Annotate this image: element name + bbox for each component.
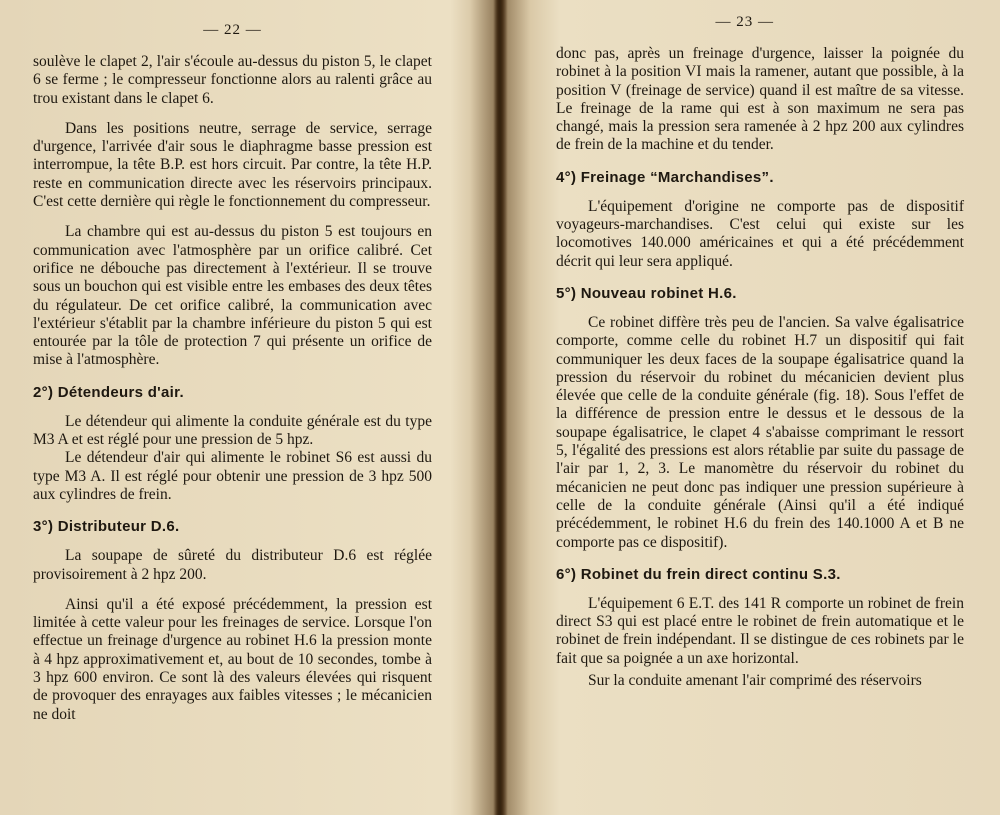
paragraph: Ce robinet diffère très peu de l'ancien. Sa valve égalisatrice comporte, comme celle du robinet H.7 un dispositif qui fait communiquer les deux faces de la soupape égalisatrice quand la pression du réservoir du robinet du mécanicien devient plus élevée que celle de la conduite générale (fig. 18). Sous l'effet de la différence de pression entre le dessus et le dessous de la soupape égalisatrice, le clapet 4 s'abaisse comprimant le ressort 5, l'égalité des pressions est alors rétablie par suite du passage de l'air par 1, 2, 3. Le manomètre du réservoir du robinet du mécanicien ne peut donc pas indiquer une pression supérieure à celle de la conduite générale (Ainsi qu'il a été indiqué précédemment, le robinet H.6 du frein des 140.1000 A et B ne comporte pas ce dispositif). xyxy=(556,313,964,551)
paragraph: donc pas, après un freinage d'urgence, laisser la poignée du robinet à la position VI mais la ramener, autant que possible, à la position V (freinage de service) quand il est maître de sa vitesse. Le freinage de la rame qui est à son maximum ne sera pas changé, mais la pression sera ramenée à 2 hpz 200 aux cylindres de frein de la machine et du tender. xyxy=(556,45,964,154)
section-heading: 3°) Distributeur D.6. xyxy=(33,518,180,536)
paragraph: Le détendeur d'air qui alimente le robinet S6 est aussi du type M3 A. Il est réglé pour obtenir une pression de 3 hpz 500 aux cylindres de frein. xyxy=(33,449,432,503)
paragraph: L'équipement 6 E.T. des 141 R comporte un robinet de frein direct S3 qui est placé entre le robinet de frein automatique et le robinet de frein indépendant. Il se distingue de ces robinets par le fait que sa poignée a un axe horizontal. xyxy=(556,594,964,667)
page-number: — 22 — xyxy=(203,22,262,38)
section-heading: 6°) Robinet du frein direct continu S.3. xyxy=(556,565,841,583)
paragraph: Ainsi qu'il a été exposé précédemment, la pression est limitée à cette valeur pour les freinages de service. Lorsque l'on effectue un freinage d'urgence au robinet H.6 la pression monte à 4 hpz approximativement et, au bout de 10 secondes, tombe à 3 hpz 600 environ. Ce sont là des valeurs élevées qui risquent de provoquer des enrayages aux faibles vitesses ; le mécanicien ne doit xyxy=(33,595,432,723)
left-page xyxy=(0,0,492,815)
page-number: — 23 — xyxy=(715,14,774,30)
paragraph: Sur la conduite amenant l'air comprimé des réservoirs xyxy=(588,672,922,690)
section-heading: 5°) Nouveau robinet H.6. xyxy=(556,284,737,302)
paragraph: Dans les positions neutre, serrage de service, serrage d'urgence, l'arrivée d'air sous le diaphragme basse pression est interrompue, la tête B.P. est hors circuit. Par contre, la tête H.P. reste en communication directe avec les réservoirs principaux. C'est cette dernière qui règle le fonctionnement du compresseur. xyxy=(33,119,432,211)
paragraph: La soupape de sûreté du distributeur D.6 est réglée provisoirement à 2 hpz 200. xyxy=(33,547,432,583)
right-page xyxy=(508,0,1000,815)
paragraph: soulève le clapet 2, l'air s'écoule au-dessus du piston 5, le clapet 6 se ferme ; le compresseur fonctionne alors au ralenti grâce au trou existant dans le clapet 6. xyxy=(33,53,432,107)
paragraph: La chambre qui est au-dessus du piston 5 est toujours en communication avec l'atmosphère par un orifice calibré. Cet orifice ne débouche pas directement à l'extérieur. Il se trouve sous un bouchon qui est visible entre les embases des deux têtes du régulateur. De cet orifice calibré, la communication avec l'extérieur s'établit par la chambre inférieure du piston 5 qui est entourée par la tôle de protection 7 qui présente un orifice de mise à l'atmosphère. xyxy=(33,223,432,369)
section-heading: 2°) Détendeurs d'air. xyxy=(33,383,184,401)
paragraph: Le détendeur qui alimente la conduite générale est du type M3 A et est réglé pour une pression de 5 hpz. xyxy=(33,412,432,449)
section-heading: 4°) Freinage “Marchandises”. xyxy=(556,168,774,186)
paragraph: L'équipement d'origine ne comporte pas de dispositif voyageurs-marchandises. C'est celui qui existe sur les locomotives 140.000 américaines et qui a été précédemment décrit qui leur sera appliqué. xyxy=(556,197,964,270)
